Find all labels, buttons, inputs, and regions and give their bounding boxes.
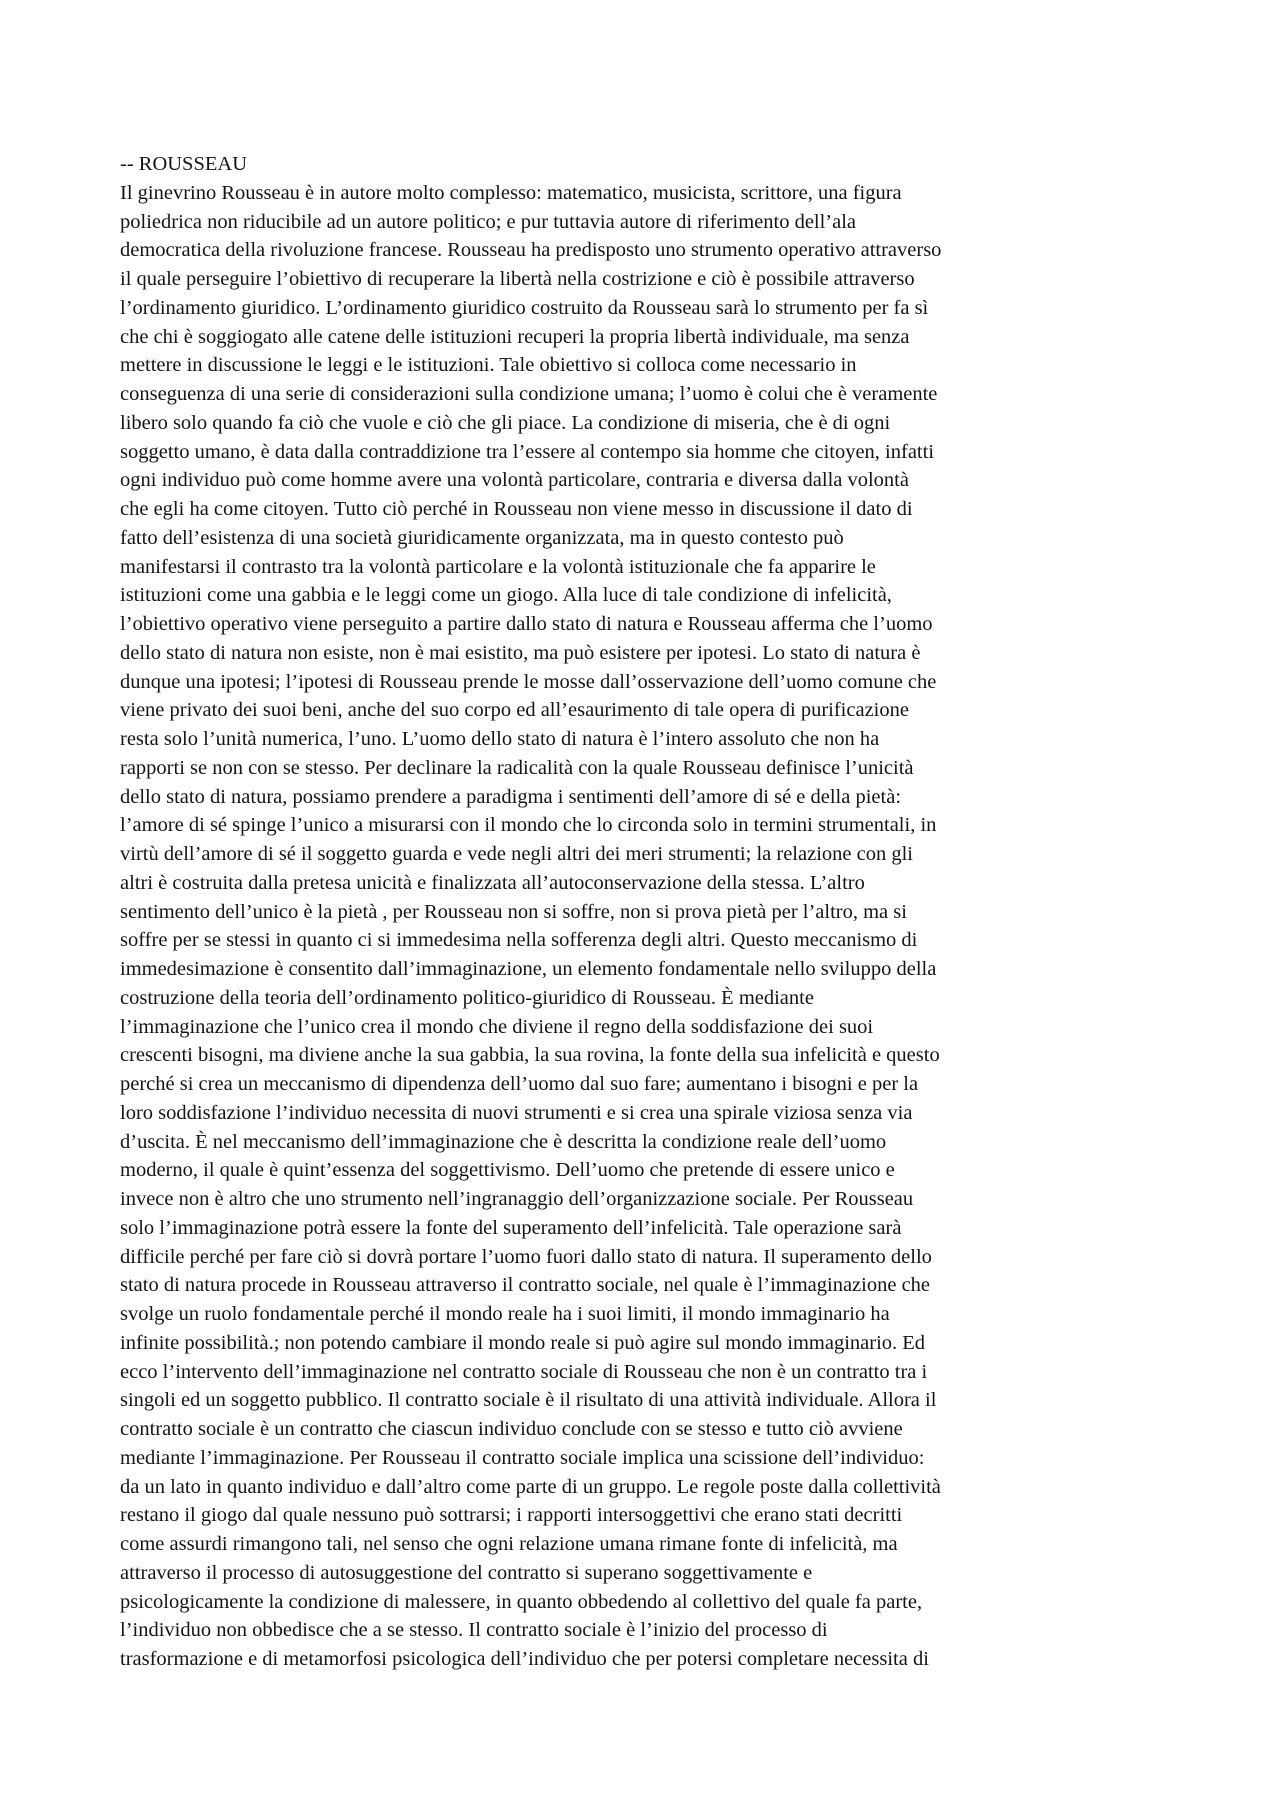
text-line: svolge un ruolo fondamentale perché il mondo reale ha i suoi limiti, il mondo immaginario ha xyxy=(120,1303,890,1325)
text-line: ecco l’intervento dell’immaginazione nel contratto sociale di Rousseau che non è un contratto tra i xyxy=(120,1360,928,1383)
text-line: mettere in discussione le leggi e le istituzioni. Tale obiettivo si colloca come necessario in xyxy=(120,354,857,377)
text-line: psicologicamente la condizione di malessere, in quanto obbedendo al collettivo del quale fa parte, xyxy=(120,1590,923,1613)
text-line: difficile perché per fare ciò si dovrà portare l’uomo fuori dallo stato di natura. Il superamento dello xyxy=(120,1245,932,1268)
text-line: il quale perseguire l’obiettivo di recuperare la libertà nella costrizione e ciò è possibile attraverso xyxy=(120,268,915,290)
text-line: libero solo quando fa ciò che vuole e ciò che gli piace. La condizione di miseria, che è di ogni xyxy=(120,411,891,434)
text-line: solo l’immaginazione potrà essere la fonte del superamento dell’infelicità. Tale operazione sarà xyxy=(120,1216,902,1239)
text-line: dello stato di natura non esiste, non è mai esistito, ma può esistere per ipotesi. Lo stato di natura è xyxy=(120,641,921,664)
text-line: perché si crea un meccanismo di dipendenza dell’uomo dal suo fare; aumentano i bisogni e per la xyxy=(120,1073,919,1095)
text-line: virtù dell’amore di sé il soggetto guarda e vede negli altri dei meri strumenti; la relazione con gli xyxy=(120,843,913,865)
document-title: -- ROUSSEAU xyxy=(120,153,247,175)
text-line: ogni individuo può come homme avere una volontà particolare, contraria e diversa dalla volontà xyxy=(120,469,909,492)
text-line: viene privato dei suoi beni, anche del suo corpo ed all’esaurimento di tale opera di purificazione xyxy=(120,699,909,722)
text-line: soffre per se stessi in quanto ci si immedesima nella sofferenza degli altri. Questo meccanismo di xyxy=(120,929,918,952)
text-line: dello stato di natura, possiamo prendere a paradigma i sentimenti dell’amore di sé e della pietà: xyxy=(120,785,902,808)
text-line: da un lato in quanto individuo e dall’altro come parte di un gruppo. Le regole poste dalla collettività xyxy=(120,1475,941,1498)
text-line: trasformazione e di metamorfosi psicologica dell’individuo che per potersi completare necessita di xyxy=(120,1648,929,1670)
text-line: poliedrica non riducibile ad un autore politico; e pur tuttavia autore di riferimento dell’ala xyxy=(120,210,857,233)
document-body xyxy=(120,150,1165,1674)
text-line: rapporti se non con se stesso. Per declinare la radicalità con la quale Rousseau definisce l’unicità xyxy=(120,756,914,779)
text-line: mediante l’immaginazione. Per Rousseau il contratto sociale implica una scissione dell’individuo: xyxy=(120,1446,925,1469)
text-line: democratica della rivoluzione francese. Rousseau ha predisposto uno strumento operativo attraverso xyxy=(120,239,942,262)
text-line: altri è costruita dalla pretesa unicità e finalizzata all’autoconservazione della stessa. L’altro xyxy=(120,871,865,894)
text-line: costruzione della teoria dell’ordinamento politico-giuridico di Rousseau. È mediante xyxy=(120,986,814,1009)
text-line: che chi è soggiogato alle catene delle istituzioni recuperi la propria libertà individuale, ma senza xyxy=(120,325,910,348)
text-line: sentimento dell’unico è la pietà , per Rousseau non si soffre, non si prova pietà per l’altro, ma si xyxy=(120,900,907,923)
text-line: attraverso il processo di autosuggestione del contratto si superano soggettivamente e xyxy=(120,1561,813,1584)
text-line: resta solo l’unità numerica, l’uno. L’uomo dello stato di natura è l’intero assoluto che non ha xyxy=(120,728,880,750)
text-line: l’immaginazione che l’unico crea il mondo che diviene il regno della soddisfazione dei suoi xyxy=(120,1015,874,1038)
text-line: crescenti bisogni, ma diviene anche la sua gabbia, la sua rovina, la fonte della sua infelicità e questo xyxy=(120,1044,940,1067)
text-line: invece non è altro che uno strumento nell’ingranaggio dell’organizzazione sociale. Per Rousseau xyxy=(120,1188,914,1210)
text-line: loro soddisfazione l’individuo necessita di nuovi strumenti e si crea una spirale viziosa senza via xyxy=(120,1101,913,1124)
text-line: infinite possibilità.; non potendo cambiare il mondo reale si può agire sul mondo immaginario. Ed xyxy=(120,1331,926,1354)
text-line: contratto sociale è un contratto che ciascun individuo conclude con se stesso e tutto ciò avviene xyxy=(120,1418,903,1440)
text-line: l’ordinamento giuridico. L’ordinamento giuridico costruito da Rousseau sarà lo strumento per fa sì xyxy=(120,296,929,319)
text-line: l’amore di sé spinge l’unico a misurarsi con il mondo che lo circonda solo in termini strumentali, in xyxy=(120,814,937,837)
text-line: che egli ha come citoyen. Tutto ciò perché in Rousseau non viene messo in discussione il dato di xyxy=(120,498,913,520)
text-line: immedesimazione è consentito dall’immaginazione, un elemento fondamentale nello sviluppo della xyxy=(120,958,937,980)
text-line: l’individuo non obbedisce che a se stesso. Il contratto sociale è l’inizio del processo di xyxy=(120,1619,828,1642)
text-line: dunque una ipotesi; l’ipotesi di Rousseau prende le mosse dall’osservazione dell’uomo comune che xyxy=(120,670,937,693)
text-line: come assurdi rimangono tali, nel senso che ogni relazione umana rimane fonte di infelicità, ma xyxy=(120,1533,898,1555)
text-line: singoli ed un soggetto pubblico. Il contratto sociale è il risultato di una attività individuale. Allora il xyxy=(120,1389,937,1412)
text-line: soggetto umano, è data dalla contraddizione tra l’essere al contempo sia homme che citoyen, infatti xyxy=(120,440,935,463)
text-line: manifestarsi il contrasto tra la volontà particolare e la volontà istituzionale che fa apparire le xyxy=(120,555,876,578)
text-line: restano il giogo dal quale nessuno può sottrarsi; i rapporti intersoggettivi che erano stati decritti xyxy=(120,1504,903,1527)
text-line: istituzioni come una gabbia e le leggi come un giogo. Alla luce di tale condizione di infelicità, xyxy=(120,584,892,607)
text-line: moderno, il quale è quint’essenza del soggettivismo. Dell’uomo che pretende di essere unico e xyxy=(120,1159,895,1182)
text-line: conseguenza di una serie di considerazioni sulla condizione umana; l’uomo è colui che è veramente xyxy=(120,383,938,405)
text-line: Il ginevrino Rousseau è in autore molto complesso: matematico, musicista, scrittore, una figura xyxy=(120,181,902,204)
text-line: fatto dell’esistenza di una società giuridicamente organizzata, ma in questo contesto può xyxy=(120,526,844,549)
text-line: l’obiettivo operativo viene perseguito a partire dallo stato di natura e Rousseau afferma che l’uomo xyxy=(120,613,933,635)
text-line: stato di natura procede in Rousseau attraverso il contratto sociale, nel quale è l’immaginazione che xyxy=(120,1274,931,1297)
text-line: d’uscita. È nel meccanismo dell’immaginazione che è descritta la condizione reale dell’uomo xyxy=(120,1130,887,1153)
